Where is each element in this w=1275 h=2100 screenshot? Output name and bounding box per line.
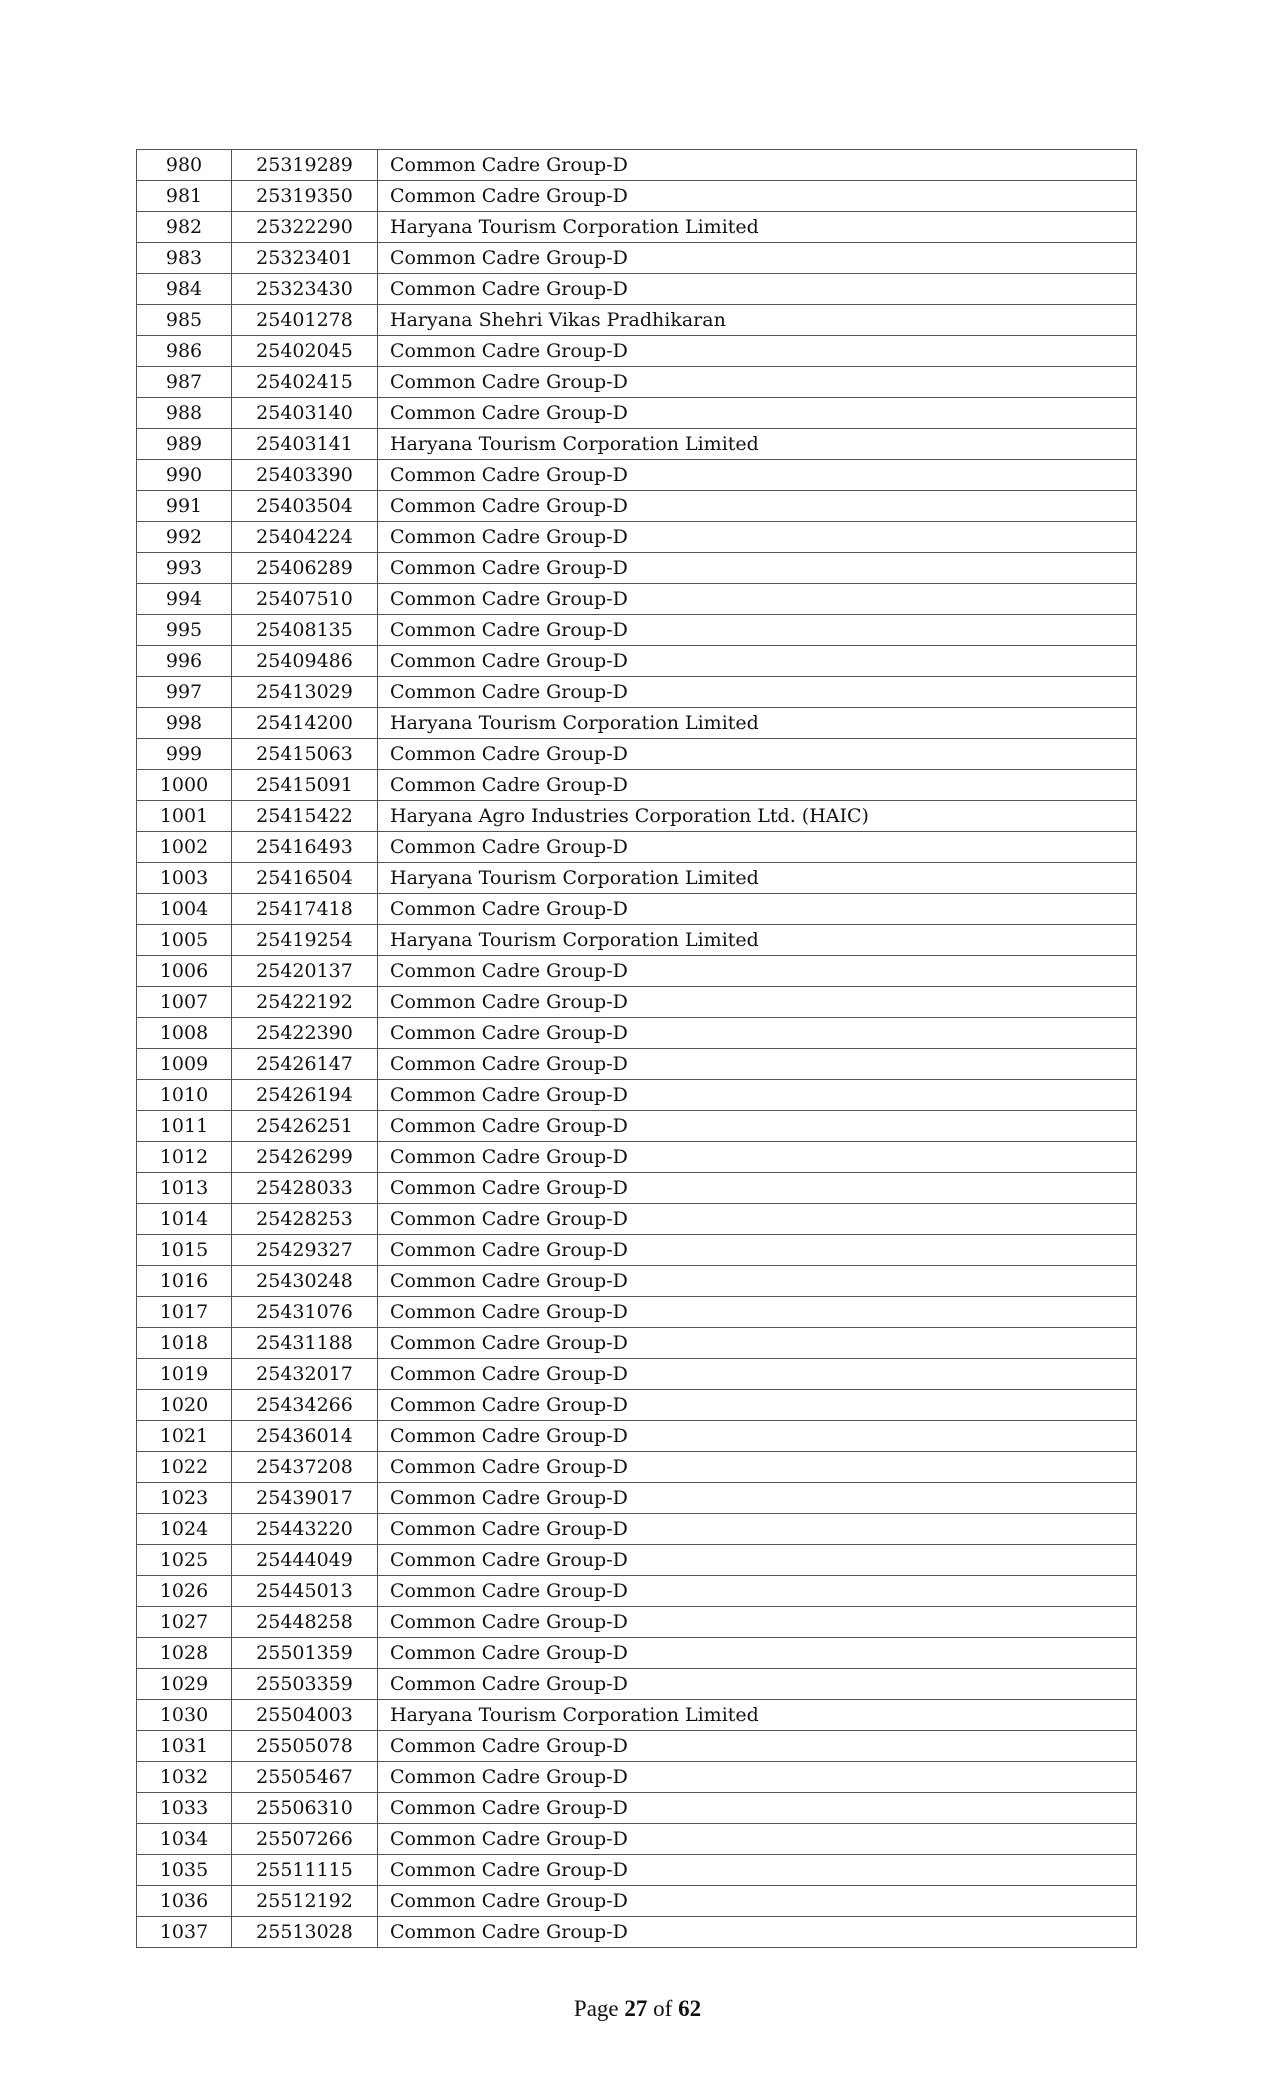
table-row bbox=[137, 956, 1137, 987]
department-cell: Common Cadre Group-D bbox=[378, 336, 1137, 367]
roll-number-cell: 25444049 bbox=[232, 1545, 378, 1576]
serial-number-cell: 990 bbox=[137, 460, 232, 491]
roll-number-cell: 25413029 bbox=[232, 677, 378, 708]
roll-number-cell: 25431076 bbox=[232, 1297, 378, 1328]
table-row bbox=[137, 491, 1137, 522]
roll-number-cell: 25323401 bbox=[232, 243, 378, 274]
table-row bbox=[137, 1142, 1137, 1173]
roll-number-cell: 25505078 bbox=[232, 1731, 378, 1762]
serial-number-cell: 989 bbox=[137, 429, 232, 460]
serial-number-cell: 1026 bbox=[137, 1576, 232, 1607]
serial-number-cell: 1011 bbox=[137, 1111, 232, 1142]
serial-number-cell: 1030 bbox=[137, 1700, 232, 1731]
department-cell: Common Cadre Group-D bbox=[378, 770, 1137, 801]
serial-number-cell: 980 bbox=[137, 150, 232, 181]
department-cell: Common Cadre Group-D bbox=[378, 553, 1137, 584]
department-cell: Common Cadre Group-D bbox=[378, 522, 1137, 553]
table-row bbox=[137, 1669, 1137, 1700]
department-cell: Common Cadre Group-D bbox=[378, 1793, 1137, 1824]
department-cell: Common Cadre Group-D bbox=[378, 1669, 1137, 1700]
serial-number-cell: 1032 bbox=[137, 1762, 232, 1793]
table-row bbox=[137, 1824, 1137, 1855]
table-row bbox=[137, 1483, 1137, 1514]
department-cell: Common Cadre Group-D bbox=[378, 677, 1137, 708]
department-cell: Common Cadre Group-D bbox=[378, 398, 1137, 429]
roll-number-cell: 25406289 bbox=[232, 553, 378, 584]
serial-number-cell: 1036 bbox=[137, 1886, 232, 1917]
department-cell: Common Cadre Group-D bbox=[378, 150, 1137, 181]
roll-number-cell: 25416493 bbox=[232, 832, 378, 863]
department-cell: Common Cadre Group-D bbox=[378, 1142, 1137, 1173]
table-row bbox=[137, 1421, 1137, 1452]
table-row bbox=[137, 367, 1137, 398]
roll-number-cell: 25414200 bbox=[232, 708, 378, 739]
department-cell: Common Cadre Group-D bbox=[378, 1576, 1137, 1607]
department-cell: Haryana Tourism Corporation Limited bbox=[378, 925, 1137, 956]
table-row bbox=[137, 739, 1137, 770]
serial-number-cell: 1012 bbox=[137, 1142, 232, 1173]
department-cell: Common Cadre Group-D bbox=[378, 1266, 1137, 1297]
table-row bbox=[137, 336, 1137, 367]
serial-number-cell: 1015 bbox=[137, 1235, 232, 1266]
roll-number-cell: 25403141 bbox=[232, 429, 378, 460]
roll-number-cell: 25420137 bbox=[232, 956, 378, 987]
department-cell: Common Cadre Group-D bbox=[378, 987, 1137, 1018]
roll-number-cell: 25503359 bbox=[232, 1669, 378, 1700]
department-cell: Common Cadre Group-D bbox=[378, 1514, 1137, 1545]
serial-number-cell: 999 bbox=[137, 739, 232, 770]
roll-number-cell: 25448258 bbox=[232, 1607, 378, 1638]
serial-number-cell: 985 bbox=[137, 305, 232, 336]
table-row bbox=[137, 801, 1137, 832]
roll-number-cell: 25409486 bbox=[232, 646, 378, 677]
roll-number-cell: 25439017 bbox=[232, 1483, 378, 1514]
roll-number-cell: 25319289 bbox=[232, 150, 378, 181]
table-row bbox=[137, 1049, 1137, 1080]
table-row bbox=[137, 1018, 1137, 1049]
department-cell: Common Cadre Group-D bbox=[378, 1483, 1137, 1514]
roll-number-cell: 25436014 bbox=[232, 1421, 378, 1452]
table-row bbox=[137, 1638, 1137, 1669]
department-cell: Common Cadre Group-D bbox=[378, 894, 1137, 925]
department-cell: Common Cadre Group-D bbox=[378, 491, 1137, 522]
roll-number-cell: 25407510 bbox=[232, 584, 378, 615]
table-row bbox=[137, 677, 1137, 708]
roll-number-cell: 25402045 bbox=[232, 336, 378, 367]
table-row bbox=[137, 1080, 1137, 1111]
roll-number-cell: 25404224 bbox=[232, 522, 378, 553]
results-table-body bbox=[137, 150, 1137, 1948]
department-cell: Common Cadre Group-D bbox=[378, 1731, 1137, 1762]
roll-number-cell: 25512192 bbox=[232, 1886, 378, 1917]
table-row bbox=[137, 243, 1137, 274]
department-cell: Common Cadre Group-D bbox=[378, 1111, 1137, 1142]
serial-number-cell: 998 bbox=[137, 708, 232, 739]
roll-number-cell: 25428253 bbox=[232, 1204, 378, 1235]
department-cell: Common Cadre Group-D bbox=[378, 739, 1137, 770]
department-cell: Common Cadre Group-D bbox=[378, 1080, 1137, 1111]
serial-number-cell: 997 bbox=[137, 677, 232, 708]
table-row bbox=[137, 1204, 1137, 1235]
serial-number-cell: 1027 bbox=[137, 1607, 232, 1638]
roll-number-cell: 25445013 bbox=[232, 1576, 378, 1607]
table-row bbox=[137, 1886, 1137, 1917]
serial-number-cell: 1028 bbox=[137, 1638, 232, 1669]
serial-number-cell: 1009 bbox=[137, 1049, 232, 1080]
department-cell: Common Cadre Group-D bbox=[378, 367, 1137, 398]
table-row bbox=[137, 1855, 1137, 1886]
department-cell: Common Cadre Group-D bbox=[378, 1917, 1137, 1948]
department-cell: Common Cadre Group-D bbox=[378, 1545, 1137, 1576]
serial-number-cell: 1003 bbox=[137, 863, 232, 894]
serial-number-cell: 1019 bbox=[137, 1359, 232, 1390]
department-cell: Common Cadre Group-D bbox=[378, 1762, 1137, 1793]
serial-number-cell: 988 bbox=[137, 398, 232, 429]
serial-number-cell: 995 bbox=[137, 615, 232, 646]
table-row bbox=[137, 894, 1137, 925]
department-cell: Haryana Agro Industries Corporation Ltd. (HAIC) bbox=[378, 801, 1137, 832]
table-row bbox=[137, 1545, 1137, 1576]
roll-number-cell: 25422390 bbox=[232, 1018, 378, 1049]
serial-number-cell: 986 bbox=[137, 336, 232, 367]
table-row bbox=[137, 1111, 1137, 1142]
page-footer bbox=[0, 1996, 1275, 2022]
department-cell: Common Cadre Group-D bbox=[378, 1390, 1137, 1421]
table-row bbox=[137, 584, 1137, 615]
department-cell: Common Cadre Group-D bbox=[378, 181, 1137, 212]
department-cell: Common Cadre Group-D bbox=[378, 1607, 1137, 1638]
table-row bbox=[137, 1173, 1137, 1204]
serial-number-cell: 1024 bbox=[137, 1514, 232, 1545]
department-cell: Common Cadre Group-D bbox=[378, 832, 1137, 863]
table-row bbox=[137, 863, 1137, 894]
table-row bbox=[137, 274, 1137, 305]
serial-number-cell: 1020 bbox=[137, 1390, 232, 1421]
roll-number-cell: 25415091 bbox=[232, 770, 378, 801]
table-row bbox=[137, 770, 1137, 801]
table-row bbox=[137, 832, 1137, 863]
table-row bbox=[137, 1607, 1137, 1638]
table-row bbox=[137, 925, 1137, 956]
table-row bbox=[137, 1514, 1137, 1545]
table-row bbox=[137, 1390, 1137, 1421]
serial-number-cell: 1001 bbox=[137, 801, 232, 832]
serial-number-cell: 1006 bbox=[137, 956, 232, 987]
serial-number-cell: 1035 bbox=[137, 1855, 232, 1886]
table-row bbox=[137, 1359, 1137, 1390]
department-cell: Common Cadre Group-D bbox=[378, 1235, 1137, 1266]
roll-number-cell: 25511115 bbox=[232, 1855, 378, 1886]
serial-number-cell: 987 bbox=[137, 367, 232, 398]
table-row bbox=[137, 1576, 1137, 1607]
serial-number-cell: 1034 bbox=[137, 1824, 232, 1855]
department-cell: Haryana Tourism Corporation Limited bbox=[378, 429, 1137, 460]
results-table bbox=[136, 149, 1137, 1948]
table-row bbox=[137, 708, 1137, 739]
table-row bbox=[137, 1793, 1137, 1824]
table-row bbox=[137, 398, 1137, 429]
roll-number-cell: 25322290 bbox=[232, 212, 378, 243]
serial-number-cell: 1033 bbox=[137, 1793, 232, 1824]
roll-number-cell: 25408135 bbox=[232, 615, 378, 646]
table-row bbox=[137, 150, 1137, 181]
roll-number-cell: 25431188 bbox=[232, 1328, 378, 1359]
department-cell: Common Cadre Group-D bbox=[378, 274, 1137, 305]
department-cell: Common Cadre Group-D bbox=[378, 1204, 1137, 1235]
serial-number-cell: 996 bbox=[137, 646, 232, 677]
serial-number-cell: 981 bbox=[137, 181, 232, 212]
table-row bbox=[137, 1328, 1137, 1359]
department-cell: Common Cadre Group-D bbox=[378, 1824, 1137, 1855]
table-row bbox=[137, 181, 1137, 212]
serial-number-cell: 1037 bbox=[137, 1917, 232, 1948]
roll-number-cell: 25513028 bbox=[232, 1917, 378, 1948]
table-row bbox=[137, 305, 1137, 336]
department-cell: Common Cadre Group-D bbox=[378, 1173, 1137, 1204]
serial-number-cell: 1031 bbox=[137, 1731, 232, 1762]
department-cell: Common Cadre Group-D bbox=[378, 584, 1137, 615]
serial-number-cell: 982 bbox=[137, 212, 232, 243]
roll-number-cell: 25429327 bbox=[232, 1235, 378, 1266]
roll-number-cell: 25430248 bbox=[232, 1266, 378, 1297]
serial-number-cell: 1002 bbox=[137, 832, 232, 863]
department-cell: Haryana Shehri Vikas Pradhikaran bbox=[378, 305, 1137, 336]
serial-number-cell: 984 bbox=[137, 274, 232, 305]
table-row bbox=[137, 1917, 1137, 1948]
roll-number-cell: 25426299 bbox=[232, 1142, 378, 1173]
roll-number-cell: 25437208 bbox=[232, 1452, 378, 1483]
roll-number-cell: 25426194 bbox=[232, 1080, 378, 1111]
department-cell: Common Cadre Group-D bbox=[378, 956, 1137, 987]
table-row bbox=[137, 1266, 1137, 1297]
department-cell: Common Cadre Group-D bbox=[378, 1638, 1137, 1669]
table-row bbox=[137, 1762, 1137, 1793]
department-cell: Common Cadre Group-D bbox=[378, 615, 1137, 646]
serial-number-cell: 993 bbox=[137, 553, 232, 584]
table-row bbox=[137, 522, 1137, 553]
department-cell: Common Cadre Group-D bbox=[378, 1328, 1137, 1359]
serial-number-cell: 1018 bbox=[137, 1328, 232, 1359]
table-row bbox=[137, 1452, 1137, 1483]
serial-number-cell: 1017 bbox=[137, 1297, 232, 1328]
department-cell: Haryana Tourism Corporation Limited bbox=[378, 1700, 1137, 1731]
table-row bbox=[137, 646, 1137, 677]
table-row bbox=[137, 460, 1137, 491]
serial-number-cell: 1029 bbox=[137, 1669, 232, 1700]
table-row bbox=[137, 212, 1137, 243]
roll-number-cell: 25403140 bbox=[232, 398, 378, 429]
department-cell: Haryana Tourism Corporation Limited bbox=[378, 212, 1137, 243]
page-label: Page bbox=[573, 1996, 619, 2021]
roll-number-cell: 25426147 bbox=[232, 1049, 378, 1080]
serial-number-cell: 1005 bbox=[137, 925, 232, 956]
department-cell: Common Cadre Group-D bbox=[378, 1049, 1137, 1080]
roll-number-cell: 25401278 bbox=[232, 305, 378, 336]
serial-number-cell: 1008 bbox=[137, 1018, 232, 1049]
roll-number-cell: 25504003 bbox=[232, 1700, 378, 1731]
department-cell: Common Cadre Group-D bbox=[378, 243, 1137, 274]
roll-number-cell: 25319350 bbox=[232, 181, 378, 212]
department-cell: Common Cadre Group-D bbox=[378, 1421, 1137, 1452]
department-cell: Common Cadre Group-D bbox=[378, 1018, 1137, 1049]
department-cell: Common Cadre Group-D bbox=[378, 1297, 1137, 1328]
serial-number-cell: 994 bbox=[137, 584, 232, 615]
department-cell: Common Cadre Group-D bbox=[378, 1886, 1137, 1917]
serial-number-cell: 1004 bbox=[137, 894, 232, 925]
roll-number-cell: 25416504 bbox=[232, 863, 378, 894]
serial-number-cell: 1014 bbox=[137, 1204, 232, 1235]
serial-number-cell: 992 bbox=[137, 522, 232, 553]
page-of-label: of bbox=[653, 1996, 673, 2021]
roll-number-cell: 25403390 bbox=[232, 460, 378, 491]
serial-number-cell: 1010 bbox=[137, 1080, 232, 1111]
table-row bbox=[137, 615, 1137, 646]
roll-number-cell: 25419254 bbox=[232, 925, 378, 956]
serial-number-cell: 1007 bbox=[137, 987, 232, 1018]
serial-number-cell: 1000 bbox=[137, 770, 232, 801]
roll-number-cell: 25501359 bbox=[232, 1638, 378, 1669]
roll-number-cell: 25415422 bbox=[232, 801, 378, 832]
roll-number-cell: 25505467 bbox=[232, 1762, 378, 1793]
roll-number-cell: 25506310 bbox=[232, 1793, 378, 1824]
department-cell: Common Cadre Group-D bbox=[378, 1855, 1137, 1886]
serial-number-cell: 1013 bbox=[137, 1173, 232, 1204]
serial-number-cell: 1023 bbox=[137, 1483, 232, 1514]
table-row bbox=[137, 1731, 1137, 1762]
serial-number-cell: 1021 bbox=[137, 1421, 232, 1452]
table-row bbox=[137, 553, 1137, 584]
serial-number-cell: 991 bbox=[137, 491, 232, 522]
department-cell: Common Cadre Group-D bbox=[378, 1452, 1137, 1483]
roll-number-cell: 25507266 bbox=[232, 1824, 378, 1855]
roll-number-cell: 25432017 bbox=[232, 1359, 378, 1390]
roll-number-cell: 25428033 bbox=[232, 1173, 378, 1204]
roll-number-cell: 25417418 bbox=[232, 894, 378, 925]
serial-number-cell: 983 bbox=[137, 243, 232, 274]
roll-number-cell: 25422192 bbox=[232, 987, 378, 1018]
roll-number-cell: 25323430 bbox=[232, 274, 378, 305]
department-cell: Haryana Tourism Corporation Limited bbox=[378, 863, 1137, 894]
serial-number-cell: 1022 bbox=[137, 1452, 232, 1483]
roll-number-cell: 25434266 bbox=[232, 1390, 378, 1421]
serial-number-cell: 1016 bbox=[137, 1266, 232, 1297]
table-row bbox=[137, 429, 1137, 460]
table-row bbox=[137, 1235, 1137, 1266]
roll-number-cell: 25402415 bbox=[232, 367, 378, 398]
table-row bbox=[137, 987, 1137, 1018]
current-page-number: 27 bbox=[624, 1996, 648, 2021]
department-cell: Haryana Tourism Corporation Limited bbox=[378, 708, 1137, 739]
serial-number-cell: 1025 bbox=[137, 1545, 232, 1576]
roll-number-cell: 25415063 bbox=[232, 739, 378, 770]
table-row bbox=[137, 1297, 1137, 1328]
department-cell: Common Cadre Group-D bbox=[378, 460, 1137, 491]
roll-number-cell: 25403504 bbox=[232, 491, 378, 522]
total-pages-number: 62 bbox=[678, 1996, 702, 2021]
roll-number-cell: 25426251 bbox=[232, 1111, 378, 1142]
roll-number-cell: 25443220 bbox=[232, 1514, 378, 1545]
table-row bbox=[137, 1700, 1137, 1731]
department-cell: Common Cadre Group-D bbox=[378, 1359, 1137, 1390]
department-cell: Common Cadre Group-D bbox=[378, 646, 1137, 677]
